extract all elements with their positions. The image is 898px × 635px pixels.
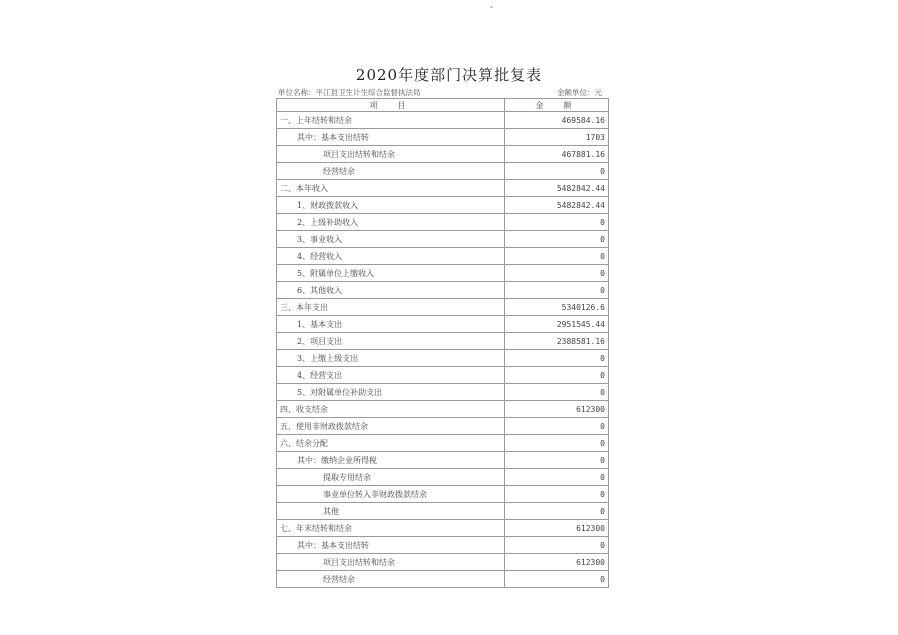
table-row: [277, 367, 609, 384]
budget-table: [276, 98, 609, 588]
table-row: [277, 503, 609, 520]
row-label: 5、附属单位上缴收入: [277, 265, 505, 282]
row-label: 七、年末结转和结余: [277, 520, 505, 537]
table-row: [277, 197, 609, 214]
table-row: [277, 180, 609, 197]
amount-unit: 金额单位：元: [557, 88, 602, 97]
row-label: 其他: [277, 503, 505, 520]
table-row: [277, 350, 609, 367]
row-amount: 1703: [505, 129, 609, 146]
table-row: [277, 299, 609, 316]
table-row: [277, 146, 609, 163]
table-row: [277, 112, 609, 129]
table-header-row: [277, 99, 609, 112]
row-amount: 0: [505, 384, 609, 401]
table-row: [277, 282, 609, 299]
row-label: 1、财政拨款收入: [277, 197, 505, 214]
row-amount: 0: [505, 435, 609, 452]
row-label: 经营结余: [277, 163, 505, 180]
row-amount: 2951545.44: [505, 316, 609, 333]
row-amount: 0: [505, 452, 609, 469]
row-amount: 5482842.44: [505, 197, 609, 214]
row-label: 二、本年收入: [277, 180, 505, 197]
row-label: 六、结余分配: [277, 435, 505, 452]
row-label: 2、上级补助收入: [277, 214, 505, 231]
table-row: [277, 554, 609, 571]
row-amount: 0: [505, 350, 609, 367]
row-amount: 469584.16: [505, 112, 609, 129]
row-label: 1、基本支出: [277, 316, 505, 333]
row-label: 其中：缴纳企业所得税: [277, 452, 505, 469]
row-amount: 2388581.16: [505, 333, 609, 350]
table-row: [277, 452, 609, 469]
row-label: 其中：基本支出结转: [277, 537, 505, 554]
row-label: 提取专用结余: [277, 469, 505, 486]
row-amount: 0: [505, 537, 609, 554]
row-label: 3、事业收入: [277, 231, 505, 248]
row-label: 6、其他收入: [277, 282, 505, 299]
row-amount: 612300: [505, 520, 609, 537]
table-row: [277, 401, 609, 418]
row-amount: 0: [505, 214, 609, 231]
row-amount: 0: [505, 265, 609, 282]
table-row: [277, 469, 609, 486]
document-title: 2020年度部门决算批复表: [355, 66, 543, 84]
row-label: 五、使用非财政拨款结余: [277, 418, 505, 435]
row-label: 项目支出结转和结余: [277, 554, 505, 571]
table-row: [277, 163, 609, 180]
row-label: 5、对附属单位补助支出: [277, 384, 505, 401]
table-row: [277, 248, 609, 265]
row-amount: 0: [505, 367, 609, 384]
table-row: [277, 435, 609, 452]
row-amount: 612300: [505, 401, 609, 418]
header-item: 项 目: [277, 99, 505, 112]
table-row: [277, 129, 609, 146]
row-label: 事业单位转入非财政拨款结余: [277, 486, 505, 503]
scan-speck: [490, 6, 493, 8]
table-row: [277, 333, 609, 350]
unit-name: 单位名称：平江县卫生计生综合监督执法局: [278, 88, 421, 97]
table-row: [277, 316, 609, 333]
table-body: [277, 112, 609, 588]
table-row: [277, 384, 609, 401]
row-amount: 612300: [505, 554, 609, 571]
row-amount: 5340126.6: [505, 299, 609, 316]
row-amount: 0: [505, 248, 609, 265]
row-label: 四、收支结余: [277, 401, 505, 418]
row-amount: 0: [505, 163, 609, 180]
row-amount: 0: [505, 469, 609, 486]
row-amount: 0: [505, 418, 609, 435]
row-label: 三、本年支出: [277, 299, 505, 316]
row-label: 其中：基本支出结转: [277, 129, 505, 146]
row-amount: 0: [505, 486, 609, 503]
row-amount: 0: [505, 503, 609, 520]
row-label: 4、经营收入: [277, 248, 505, 265]
row-label: 2、项目支出: [277, 333, 505, 350]
table-row: [277, 571, 609, 588]
row-label: 4、经营支出: [277, 367, 505, 384]
row-label: 项目支出结转和结余: [277, 146, 505, 163]
row-amount: 0: [505, 231, 609, 248]
row-amount: 0: [505, 571, 609, 588]
row-amount: 0: [505, 282, 609, 299]
table-row: [277, 520, 609, 537]
row-label: 经营结余: [277, 571, 505, 588]
row-amount: 467881.16: [505, 146, 609, 163]
table-row: [277, 537, 609, 554]
table-row: [277, 265, 609, 282]
table-row: [277, 486, 609, 503]
table-row: [277, 418, 609, 435]
header-amount: 金 额: [505, 99, 609, 112]
row-label: 一、上年结转和结余: [277, 112, 505, 129]
table-row: [277, 231, 609, 248]
table-row: [277, 214, 609, 231]
row-label: 3、上缴上级支出: [277, 350, 505, 367]
row-amount: 5482842.44: [505, 180, 609, 197]
